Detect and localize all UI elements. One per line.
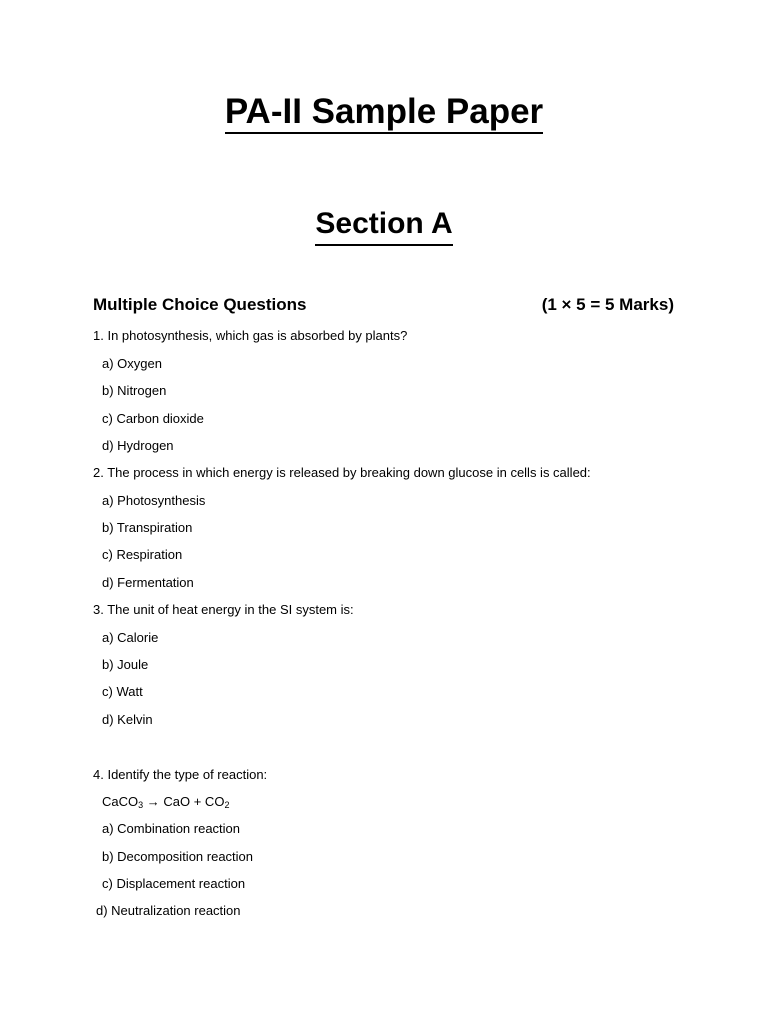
question-1-option-c: c) Carbon dioxide [102,411,204,426]
question-4-option-a: a) Combination reaction [102,821,241,836]
question-2-option-d: d) Fermentation [102,575,194,590]
question-2-option-a: a) Photosynthesis [102,493,206,508]
question-3-option-c: c) Watt [102,684,143,699]
question-4-option-b: b) Decomposition reaction [102,849,254,864]
question-2-option-c: c) Respiration [102,547,183,562]
question-2-text: 2. The process in which energy is released by breaking down glucose in cells is called: [93,465,591,480]
question-3-option-b: b) Joule [102,657,149,672]
reaction-arrow-icon: → [146,794,160,809]
page-title: PA-II Sample Paper [0,90,768,134]
section-heading: Section A [0,203,768,246]
question-4-text: 4. Identify the type of reaction: [93,767,268,782]
question-1-option-d: d) Hydrogen [102,438,174,453]
equation-product: CaO + CO [163,794,225,809]
question-3-option-a: a) Calorie [102,630,159,645]
mcq-heading: Multiple Choice Questions [93,295,307,314]
question-1-option-b: b) Nitrogen [102,383,167,398]
equation-product-subscript: 2 [224,800,230,810]
question-1-option-a: a) Oxygen [102,356,162,371]
marks-label: (1 × 5 = 5 Marks) [541,295,674,314]
question-3-option-d: d) Kelvin [102,712,153,727]
question-4-option-c: c) Displacement reaction [102,876,246,891]
question-4-option-d: d) Neutralization reaction [96,903,241,918]
question-4-equation [102,793,229,814]
equation-reactant-subscript: 3 [138,800,144,810]
question-3-text: 3. The unit of heat energy in the SI system is: [93,602,354,617]
question-1-text: 1. In photosynthesis, which gas is absorbed by plants? [93,328,408,343]
equation-reactant: CaCO [102,794,139,809]
question-2-option-b: b) Transpiration [102,520,193,535]
